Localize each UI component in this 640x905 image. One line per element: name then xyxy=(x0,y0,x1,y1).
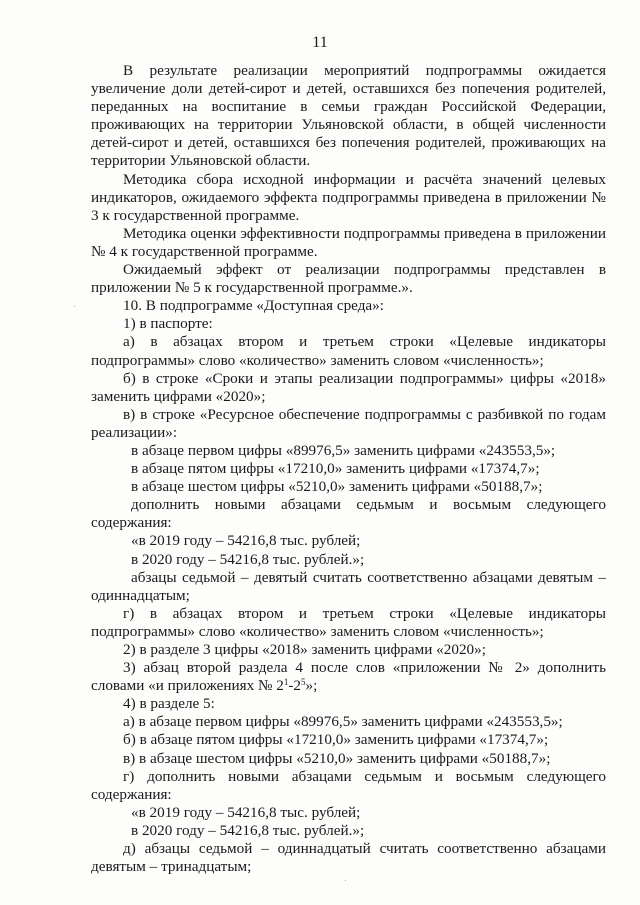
paragraph: в) в строке «Ресурсное обеспечение подпрограммы с разбивкой по годам реализации»: xyxy=(91,405,606,441)
paragraph: в абзаце первом цифры «89976,5» заменить цифрами «243553,5»; xyxy=(131,441,556,459)
paragraph: В результате реализации мероприятий подпрограммы ожидается увеличение доли детей-сирот и детей, оставшихся без попечения родителей, переданных на воспитание в семьи граждан Российской Федерации, проживающих на территории Ульяновской области, в общей численности детей-сирот и детей, оставшихся без попечения родителей, проживающих на территории Ульяновской области. xyxy=(91,62,606,170)
paragraph: в абзаце шестом цифры «5210,0» заменить цифрами «50188,7»; xyxy=(131,478,543,496)
paragraph-with-superscripts xyxy=(91,659,606,695)
paragraph: Методика оценки эффективности подпрограммы приведена в приложении № 4 к государственной программе. xyxy=(91,224,606,260)
paragraph: б) в абзаце пятом цифры «17210,0» заменить цифрами «17374,7»; xyxy=(123,731,549,749)
scan-speck xyxy=(74,306,75,307)
paragraph: Ожидаемый эффект от реализации подпрограммы представлен в приложении № 5 к государственной программе.». xyxy=(91,261,606,297)
paragraph: б) в строке «Сроки и этапы реализации подпрограммы» цифры «2018» заменить цифрами «2020»; xyxy=(91,369,606,405)
paragraph: в абзаце пятом цифры «17210,0» заменить цифрами «17374,7»; xyxy=(131,460,540,478)
paragraph: д) абзацы седьмой – одиннадцатый считать соответственно абзацами девятым – тринадцатым; xyxy=(91,840,606,876)
paragraph-text: -2 xyxy=(288,677,302,695)
paragraph: Методика сбора исходной информации и расчёта значений целевых индикаторов, ожидаемого эффекта подпрограммы приведена в приложении № 3 к государственной программе. xyxy=(91,170,606,224)
paragraph: 4) в разделе 5: xyxy=(123,695,215,713)
paragraph: а) в абзаце первом цифры «89976,5» заменить цифрами «243553,5»; xyxy=(123,713,563,731)
paragraph: 2) в разделе 3 цифры «2018» заменить цифрами «2020»; xyxy=(123,641,486,658)
scan-speck xyxy=(345,880,346,881)
paragraph: а) в абзацах втором и третьем строки «Целевые индикаторы подпрограммы» слово «количество» заменить словом «численность»; xyxy=(91,333,606,369)
paragraph: в) в абзаце шестом цифры «5210,0» заменить цифрами «50188,7»; xyxy=(123,749,551,767)
paragraph-text: 3) абзац второй раздела 4 после слов «приложении № 2» дополнить словами «и приложениях № 2 xyxy=(91,659,606,695)
paragraph: дополнить новыми абзацами седьмым и восьмым следующего содержания: xyxy=(91,496,606,532)
document-body xyxy=(91,62,606,876)
paragraph: «в 2019 году – 54216,8 тыс. рублей; xyxy=(131,532,361,550)
paragraph: г) в абзацах втором и третьем строки «Целевые индикаторы подпрограммы» слово «количество» заменить словом «численность»; xyxy=(91,604,606,640)
paragraph: в 2020 году – 54216,8 тыс. рублей.»; xyxy=(131,550,365,568)
page-number: 11 xyxy=(312,34,328,51)
paragraph: «в 2019 году – 54216,8 тыс. рублей; xyxy=(131,803,361,821)
paragraph: 1) в паспорте: xyxy=(123,315,213,333)
paragraph: абзацы седьмой – девятый считать соответственно абзацами девятым – одиннадцатым; xyxy=(91,568,606,604)
paragraph: 10. В подпрограмме «Доступная среда»: xyxy=(123,297,384,315)
paragraph-text: »; xyxy=(305,677,318,695)
superscript: 5 xyxy=(301,677,306,688)
superscript: 1 xyxy=(283,677,289,688)
paragraph: в 2020 году – 54216,8 тыс. рублей.»; xyxy=(131,821,365,839)
paragraph: г) дополнить новыми абзацами седьмым и восьмым следующего содержания: xyxy=(91,767,606,803)
